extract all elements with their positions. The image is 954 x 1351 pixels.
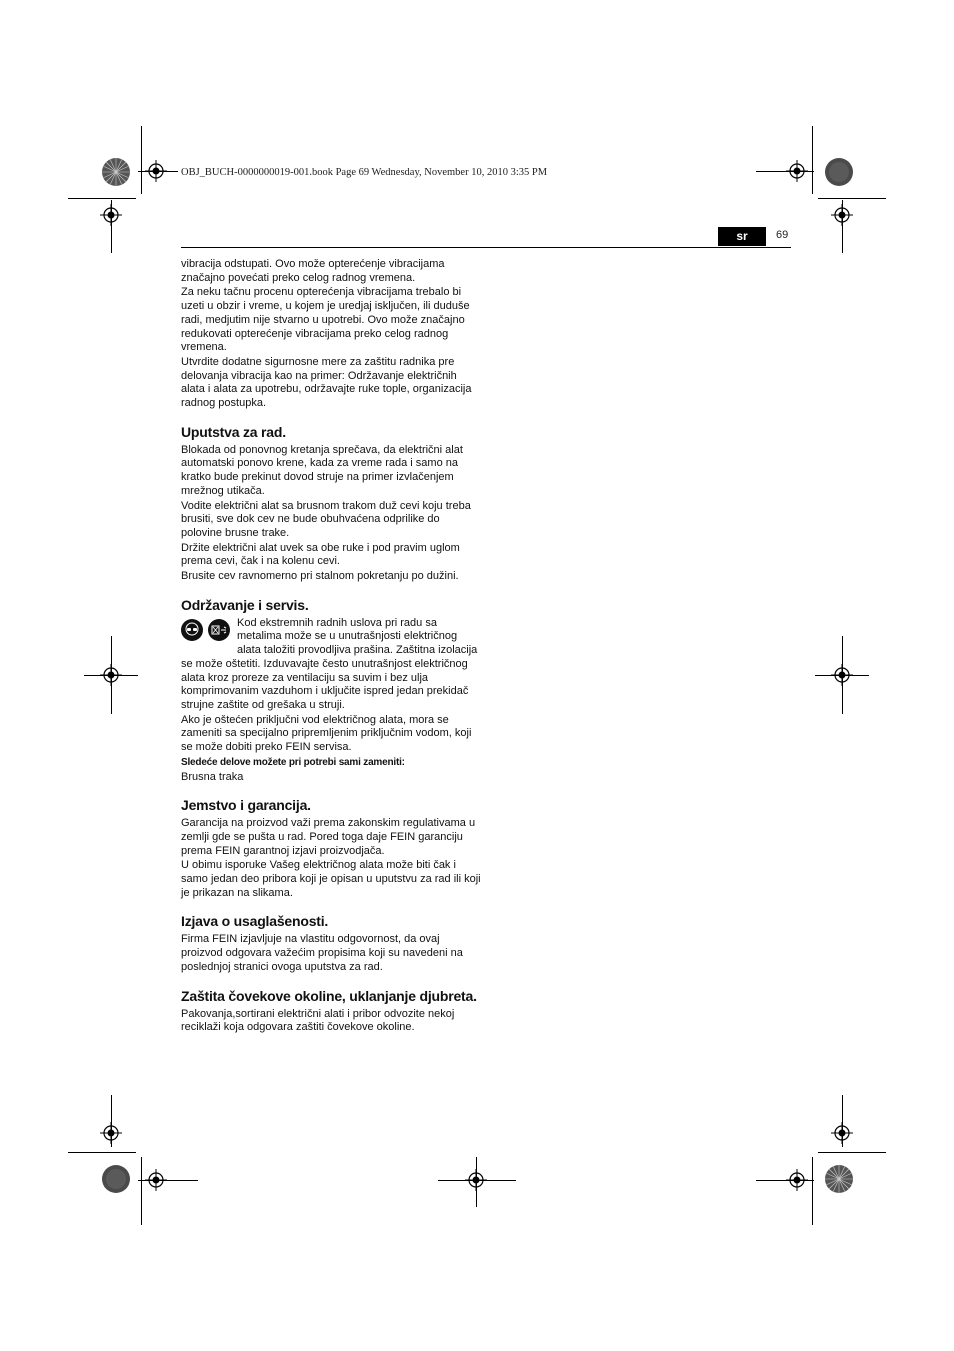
body-paragraph: Firma FEIN izjavljuje na vlastitu odgovornost, da ovaj proizvod odgovara važećim propisima koji su navedeni na poslednjoj stranici ovoga uputstva za rad. (181, 933, 463, 973)
registration-target-icon (786, 160, 808, 182)
crop-mark (68, 198, 136, 199)
page-number: 69 (776, 229, 789, 241)
crop-mark (818, 1152, 886, 1153)
crop-mark (818, 198, 886, 199)
crop-mark (812, 126, 813, 194)
crop-mark (141, 126, 142, 194)
registration-target-icon (100, 204, 122, 226)
registration-target-icon (145, 1169, 167, 1191)
unplug-icon (208, 619, 230, 641)
body-paragraph: Ako je oštećen priključni vod električnog alata, mora se zameniti sa specijalno pripremljenim priključnim vodom, koji se može dobiti preko FEIN servisa. (181, 713, 472, 754)
section-heading-work: Uputstva za rad. (181, 423, 286, 440)
crop-mark (141, 1157, 142, 1225)
intro-paragraph: Za neku tačnu procenu opterećenja vibracijama trebalo bi uzeti u obzir i vreme, u kojem je uredjaj isključen, ili duduše radi, medjutim nije stvarno u upotrebi. Ovo može značajno redukovati opterećenje vibracijama preko celog radnog vremena. (181, 286, 470, 354)
pictogram-group (181, 617, 235, 645)
section-heading-warranty: Jemstvo i garancija. (181, 797, 311, 814)
body-paragraph: Kod ekstremnih radnih uslova pri radu sa metalima može se u unutrašnjosti električnog alata taložiti provodljiva prašina. Zaštitna izolacija se može oštetiti. Izduvavajte često unutrašnjost električnog alata kroz proreze za ventilaciju sa suvim i bez ulja komprimovanim vazduhom i uključite ispred jedan prekidač strujne zaštite od grešaka u struji. (181, 616, 478, 711)
crop-mark (812, 1157, 813, 1225)
registration-target-icon (831, 664, 853, 686)
section-heading-conformity: Izjava o usaglašenosti. (181, 913, 329, 930)
registration-target-icon (786, 1169, 808, 1191)
intro-paragraph: Utvrdite dodatne sigurnosne mere za zaštitu radnika pre delovanja vibracija kao na primer: Održavanje električnih alata i alata za upotrebu, održavajte ruke tople, organizacija radnog postupka. (181, 355, 472, 410)
crop-mark (68, 1152, 136, 1153)
registration-target-icon (831, 1122, 853, 1144)
section-heading-maintenance: Održavanje i servis. (181, 596, 309, 613)
body-paragraph: Brusite cev ravnomerno pri stalnom pokretanju po dužini. (181, 570, 459, 583)
language-tab: sr (718, 227, 766, 246)
replaceable-parts-label: Sledeće delove možete pri potrebi sami zameniti: (181, 756, 405, 768)
body-paragraph: Držite električni alat uvek sa obe ruke i pod pravim uglom prema cevi, čak i na kolenu cevi. (181, 541, 460, 568)
text-column (181, 258, 481, 1036)
registration-target-icon (465, 1169, 487, 1191)
section-heading-environment: Zaštita čovekove okoline, uklanjanje djubreta. (181, 987, 477, 1004)
color-target-gray-icon (101, 1164, 131, 1194)
body-paragraph: Vodite električni alat sa brusnom trakom duž cevi koju treba brusiti, sve dok cev ne bude obuhvaćena odprilike do polovine brusne trake. (181, 499, 471, 539)
safety-goggles-icon (181, 619, 203, 641)
maintenance-note (181, 617, 481, 713)
color-target-dark-icon (101, 157, 131, 187)
replaceable-part-item: Brusna traka (181, 770, 244, 783)
body-paragraph: Blokada od ponovnog kretanja sprečava, da električni alat automatski ponovo krene, kada za vreme rada i samo na kratko bude prekinut dovod struje na primer izvlačenjem mrežnog utikača. (181, 443, 463, 497)
body-paragraph: Garancija na proizvod važi prema zakonskim regulativama u zemlji gde se pušta u rad. Pored toga daje FEIN garanciju prema FEIN garantnoj izjavi proizvodjača. (181, 817, 476, 857)
color-target-dark-icon (824, 1164, 854, 1194)
registration-target-icon (831, 204, 853, 226)
body-paragraph: U obimu isporuke Vašeg električnog alata može biti čak i samo jedan deo pribora koji je opisan u uputstvu za rad ili koji je prikazan na slikama. (181, 859, 481, 899)
print-file-info: OBJ_BUCH-0000000019-001.book Page 69 Wednesday, November 10, 2010 3:35 PM (181, 167, 548, 178)
header-rule (181, 247, 791, 248)
color-target-gray-icon (824, 157, 854, 187)
body-paragraph: Pakovanja,sortirani električni alati i pribor odvozite nekoj reciklaži koja odgovara zaštiti čovekove okoline. (181, 1007, 455, 1034)
registration-target-icon (100, 1122, 122, 1144)
registration-target-icon (100, 664, 122, 686)
registration-target-icon (145, 160, 167, 182)
intro-paragraph: vibracija odstupati. Ovo može opterećenje vibracijama značajno povećati preko celog radnog vremena. (181, 258, 445, 284)
